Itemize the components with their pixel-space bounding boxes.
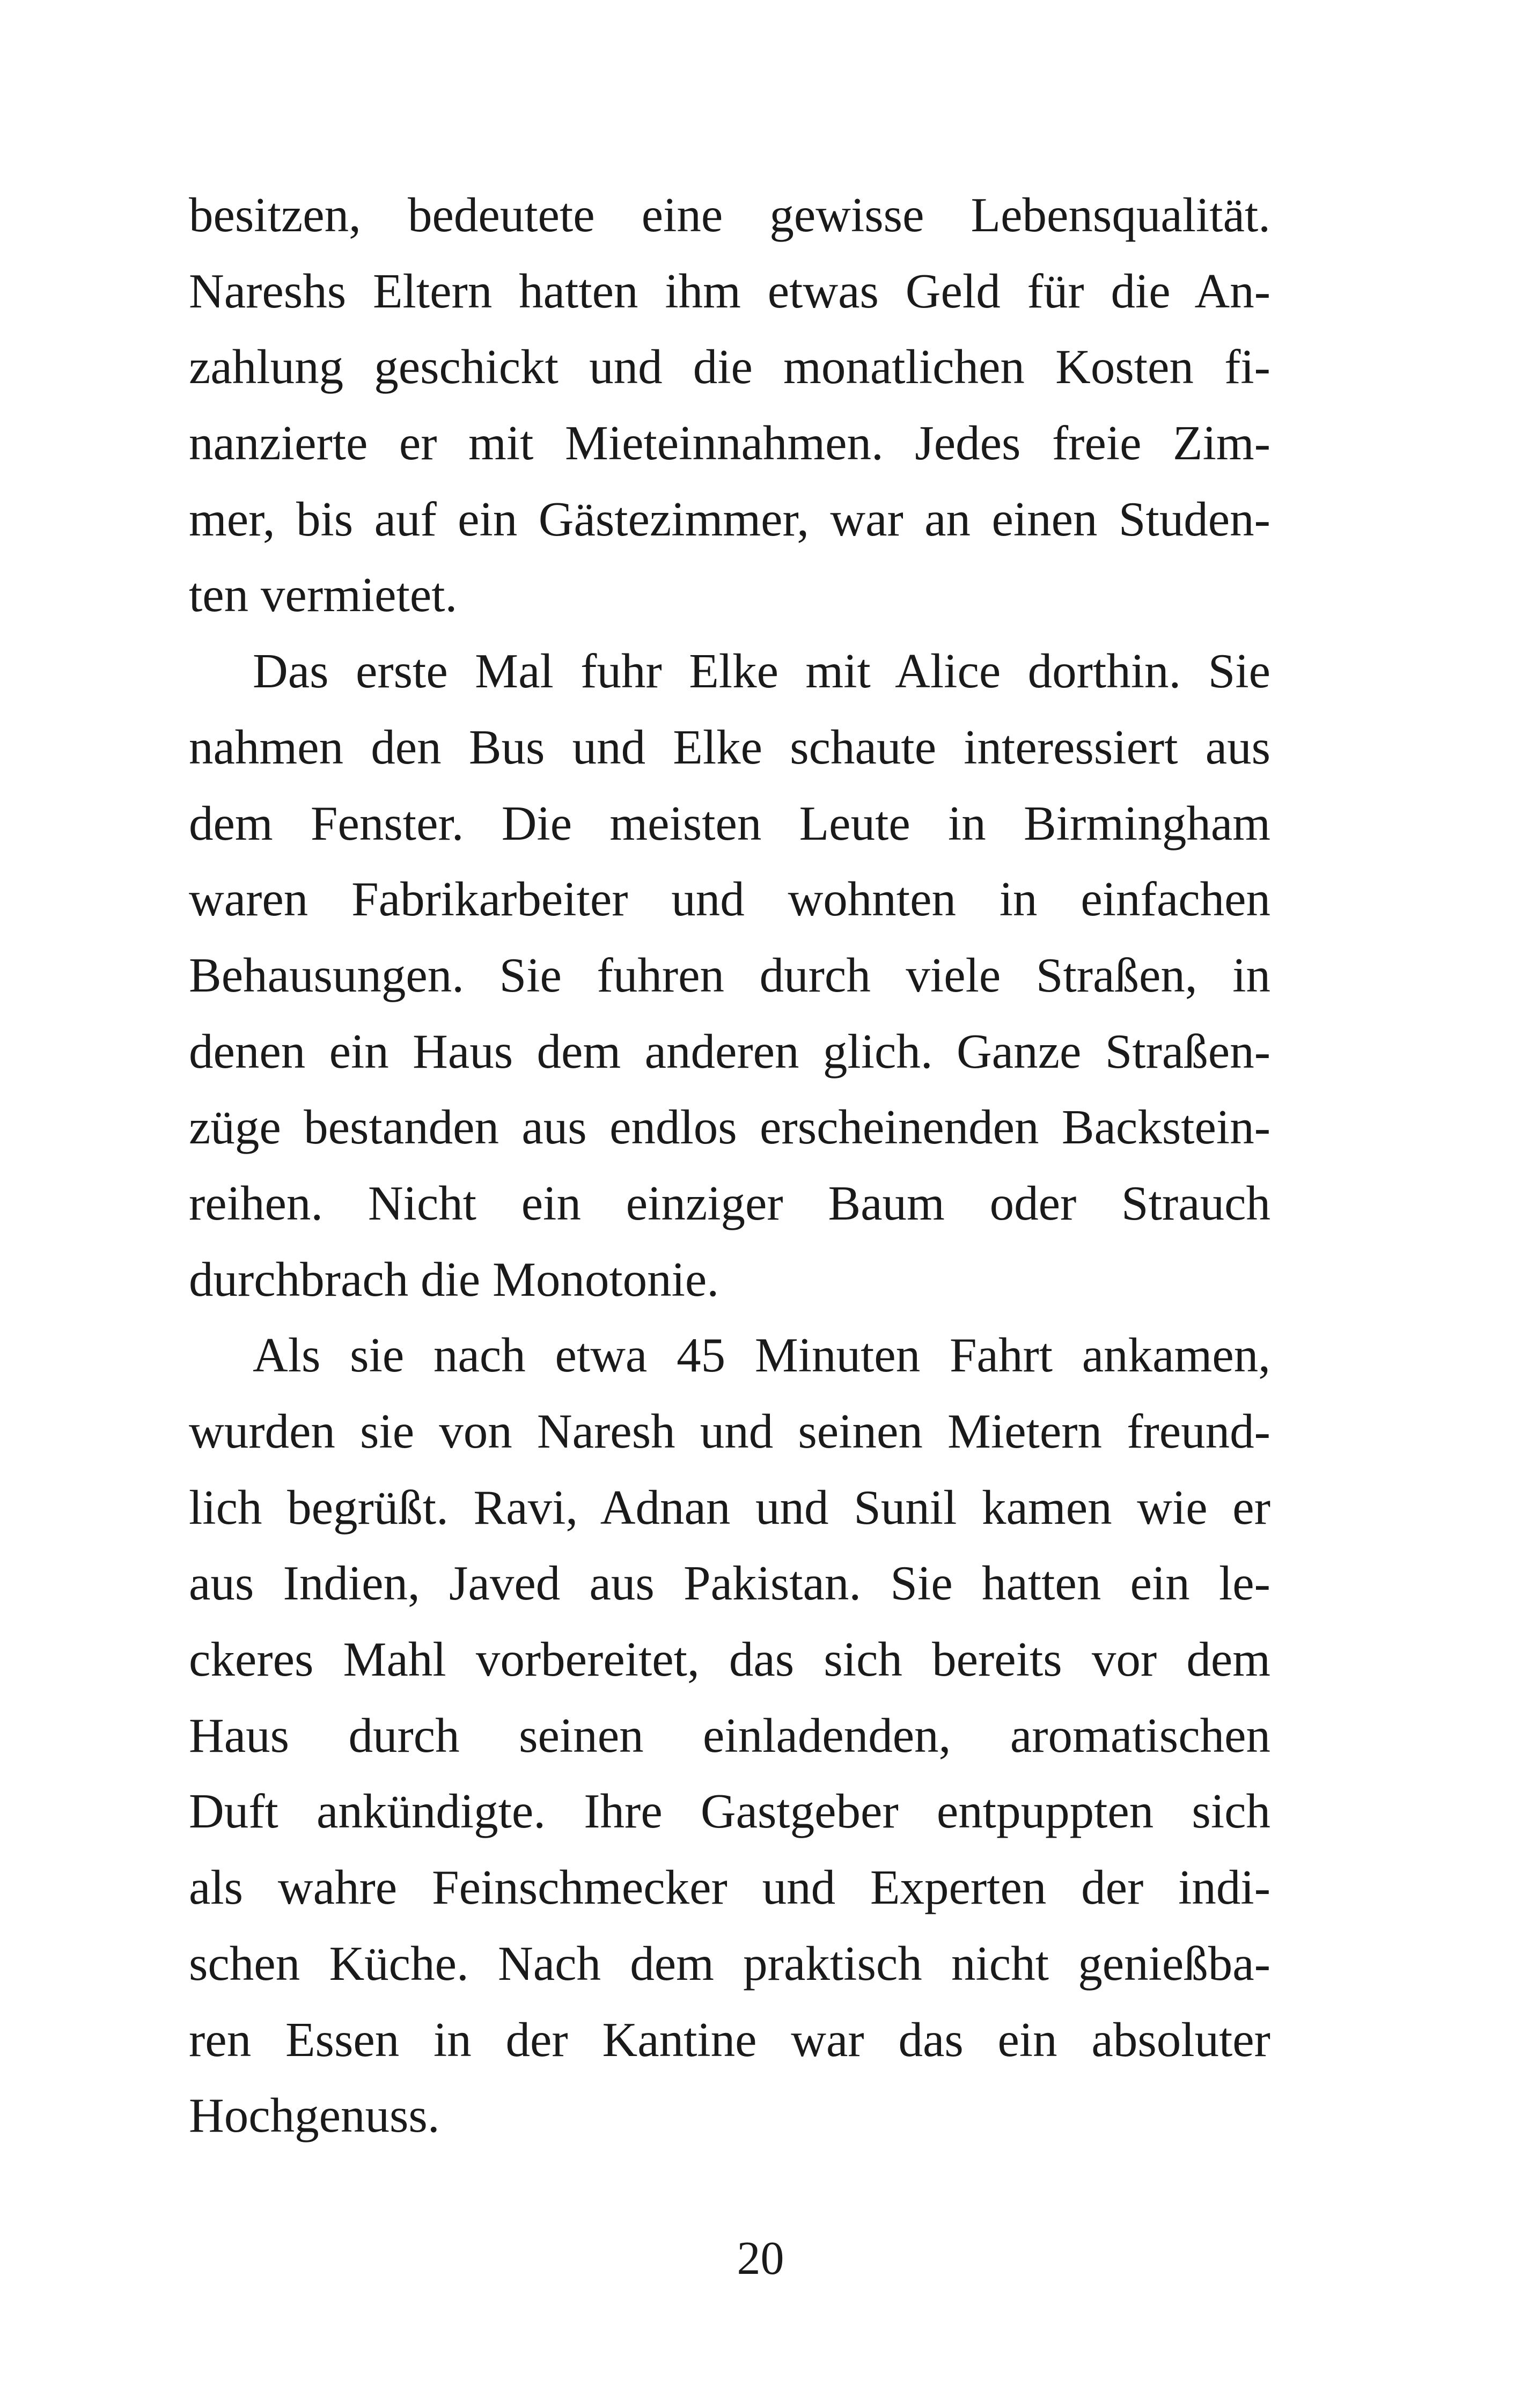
page-number: 20 bbox=[737, 2233, 784, 2285]
text-line: lich begrüßt. Ravi, Adnan und Sunil kamen wie er bbox=[189, 1480, 1270, 1535]
text-line: Als sie nach etwa 45 Minuten Fahrt ankamen, bbox=[253, 1328, 1270, 1383]
body-text bbox=[189, 177, 1270, 2154]
text-line: züge bestanden aus endlos erscheinenden Backstein- bbox=[189, 1100, 1270, 1155]
text-line: denen ein Haus dem anderen glich. Ganze Straßen- bbox=[189, 1024, 1270, 1078]
text-line: Das erste Mal fuhr Elke mit Alice dorthin. Sie bbox=[253, 644, 1270, 699]
text-line: ren Essen in der Kantine war das ein absoluter bbox=[189, 2012, 1270, 2067]
paragraph-1 bbox=[189, 177, 1270, 633]
text-line: zahlung geschickt und die monatlichen Kosten fi- bbox=[189, 340, 1270, 394]
text-line: nanzierte er mit Mieteinnahmen. Jedes freie Zim- bbox=[189, 416, 1270, 471]
text-line: Behausungen. Sie fuhren durch viele Straßen, in bbox=[189, 948, 1270, 1002]
text-line: nahmen den Bus und Elke schaute interessiert aus bbox=[189, 720, 1270, 774]
text-line: durchbrach die Monotonie. bbox=[189, 1252, 719, 1306]
text-line: ten vermietet. bbox=[189, 568, 458, 622]
text-line: aus Indien, Javed aus Pakistan. Sie hatten ein le- bbox=[189, 1556, 1270, 1611]
paragraph-3 bbox=[189, 1317, 1270, 2154]
text-line: wurden sie von Naresh und seinen Mietern freund- bbox=[189, 1404, 1270, 1458]
text-line: ckeres Mahl vorbereitet, das sich bereits vor dem bbox=[189, 1632, 1270, 1687]
text-line: Haus durch seinen einladenden, aromatischen bbox=[189, 1708, 1270, 1763]
text-line: Nareshs Eltern hatten ihm etwas Geld für die An- bbox=[189, 263, 1270, 318]
paragraph-2 bbox=[189, 633, 1270, 1317]
text-line: reihen. Nicht ein einziger Baum oder Strauch bbox=[189, 1176, 1270, 1230]
text-line: mer, bis auf ein Gästezimmer, war an einen Studen- bbox=[189, 491, 1270, 546]
text-line: Hochgenuss. bbox=[189, 2088, 440, 2143]
text-line: waren Fabrikarbeiter und wohnten in einfachen bbox=[189, 872, 1270, 927]
text-line: besitzen, bedeutete eine gewisse Lebensqualität. bbox=[189, 188, 1270, 242]
text-line: Duft ankündigte. Ihre Gastgeber entpuppten sich bbox=[189, 1784, 1270, 1839]
text-line: als wahre Feinschmecker und Experten der indi- bbox=[189, 1860, 1270, 1915]
text-line: schen Küche. Nach dem praktisch nicht genießba- bbox=[189, 1936, 1270, 1991]
text-line: dem Fenster. Die meisten Leute in Birmingham bbox=[189, 796, 1270, 850]
